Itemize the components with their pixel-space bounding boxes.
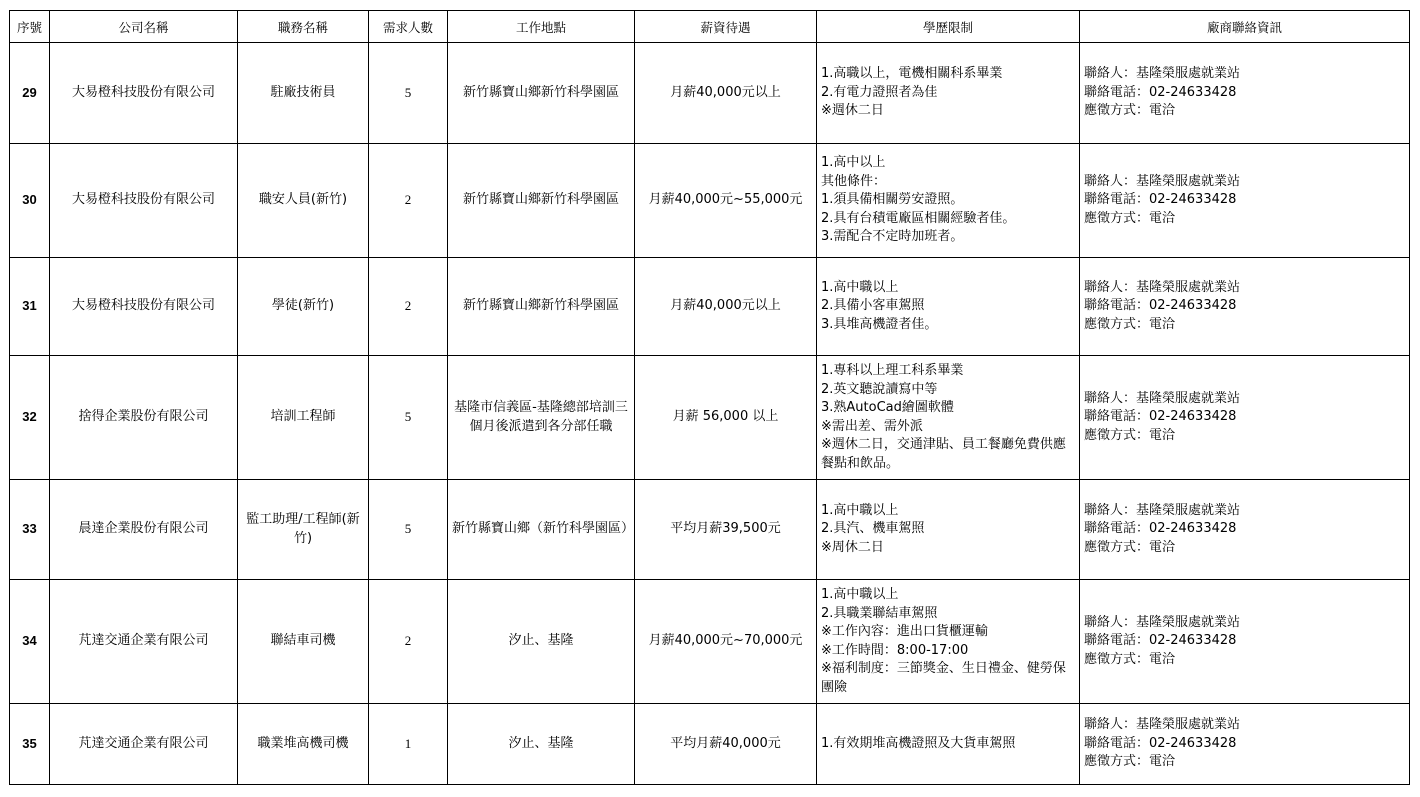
row-number: 33 (10, 480, 50, 580)
requirements-line: 1.有效期堆高機證照及大貨車駕照 (821, 735, 1016, 751)
requirements-cell (817, 356, 1080, 480)
requirements-line: 2.英文聽說讀寫中等 (821, 381, 938, 397)
contact-cell (1080, 480, 1410, 580)
requirements-line: 其他條件： (821, 173, 887, 189)
contact-line: 應徵方式：電洽 (1084, 651, 1176, 667)
requirements-line: 1.高中職以上 (821, 587, 899, 602)
job-title: 學徒(新竹) (238, 258, 369, 356)
salary: 月薪40,000元以上 (635, 258, 817, 356)
company-name: 芃達交通企業有限公司 (50, 704, 238, 785)
salary: 平均月薪39,500元 (635, 480, 817, 580)
row-number: 30 (10, 144, 50, 258)
table-row (10, 43, 1410, 144)
requirements-line: ※工作內容：進出口貨櫃運輸 (821, 624, 988, 639)
headcount: 2 (369, 580, 448, 704)
headcount: 1 (369, 704, 448, 785)
salary: 月薪40,000元~70,000元 (635, 580, 817, 704)
headcount: 5 (369, 480, 448, 580)
headcount: 5 (369, 356, 448, 480)
contact-line: 聯絡電話：02-24633428 (1084, 521, 1237, 537)
header-company: 公司名稱 (50, 11, 238, 43)
job-title: 職安人員(新竹) (238, 144, 369, 258)
contact-line: 應徵方式：電洽 (1084, 427, 1176, 443)
requirements-line: 2.具備小客車駕照 (821, 298, 925, 314)
header-contact: 廠商聯絡資訊 (1080, 11, 1410, 43)
company-name: 大易橙科技股份有限公司 (50, 258, 238, 356)
requirements-line: 2.有電力證照者為佳 (821, 84, 938, 100)
job-title: 駐廠技術員 (238, 43, 369, 144)
contact-line: 聯絡人：基隆榮服處就業站 (1084, 502, 1241, 518)
contact-line: 聯絡人：基隆榮服處就業站 (1084, 66, 1241, 82)
requirements-line: 1.高中以上 (821, 155, 886, 171)
contact-line: 應徵方式：電洽 (1084, 316, 1176, 332)
row-number: 34 (10, 580, 50, 704)
salary: 月薪 56,000 以上 (635, 356, 817, 480)
requirements-cell (817, 480, 1080, 580)
job-title: 培訓工程師 (238, 356, 369, 480)
requirements-cell (817, 144, 1080, 258)
table-row (10, 144, 1410, 258)
requirements-line: ※需出差、需外派 (821, 418, 923, 434)
job-title: 職業堆高機司機 (238, 704, 369, 785)
company-name: 大易橙科技股份有限公司 (50, 43, 238, 144)
job-listing-table (9, 10, 1410, 785)
work-location: 汐止、基隆 (448, 580, 635, 704)
contact-cell (1080, 704, 1410, 785)
contact-line: 聯絡電話：02-24633428 (1084, 633, 1237, 649)
contact-line: 聯絡電話：02-24633428 (1084, 192, 1237, 208)
requirements-cell (817, 580, 1080, 704)
requirements-line: 3.具堆高機證者佳。 (821, 316, 938, 332)
table-row (10, 258, 1410, 356)
requirements-line: ※週休二日 (821, 103, 884, 119)
header-row (10, 11, 1410, 43)
work-location: 新竹縣寶山鄉新竹科學園區 (448, 258, 635, 356)
requirements-line: ※周休二日 (821, 539, 884, 555)
contact-cell (1080, 144, 1410, 258)
header-salary: 薪資待遇 (635, 11, 817, 43)
contact-cell (1080, 258, 1410, 356)
requirements-line: ※工作時間：8:00-17:00 (821, 642, 969, 658)
contact-line: 聯絡電話：02-24633428 (1084, 409, 1237, 425)
header-requirements: 學歷限制 (817, 11, 1080, 43)
row-number: 29 (10, 43, 50, 144)
contact-line: 應徵方式：電洽 (1084, 754, 1176, 770)
header-no: 序號 (10, 11, 50, 43)
header-location: 工作地點 (448, 11, 635, 43)
contact-line: 聯絡人：基隆榮服處就業站 (1084, 614, 1241, 630)
job-title: 監工助理/工程師(新竹) (238, 480, 369, 580)
requirements-line: ※福利制度：三節獎金、生日禮金、健勞保團險 (821, 661, 1066, 695)
contact-line: 聯絡人：基隆榮服處就業站 (1084, 173, 1241, 189)
contact-line: 聯絡電話：02-24633428 (1084, 84, 1237, 100)
requirements-line: ※週休二日，交通津貼、員工餐廳免費供應餐點和飲品。 (821, 437, 1066, 471)
header-headcount: 需求人數 (369, 11, 448, 43)
table-row (10, 704, 1410, 785)
company-name: 芃達交通企業有限公司 (50, 580, 238, 704)
contact-line: 聯絡電話：02-24633428 (1084, 298, 1237, 314)
requirements-line: 1.須具備相關勞安證照。 (821, 192, 964, 208)
work-location: 汐止、基隆 (448, 704, 635, 785)
requirements-cell (817, 704, 1080, 785)
requirements-line: 2.具有台積電廠區相關經驗者佳。 (821, 210, 1016, 226)
company-name: 大易橙科技股份有限公司 (50, 144, 238, 258)
row-number: 35 (10, 704, 50, 785)
table-row (10, 580, 1410, 704)
row-number: 31 (10, 258, 50, 356)
requirements-line: 1.高職以上，電機相關科系畢業 (821, 66, 1003, 82)
requirements-line: 2.具汽、機車駕照 (821, 521, 925, 537)
requirements-cell (817, 43, 1080, 144)
job-title: 聯結車司機 (238, 580, 369, 704)
contact-line: 應徵方式：電洽 (1084, 539, 1176, 555)
company-name: 捨得企業股份有限公司 (50, 356, 238, 480)
headcount: 5 (369, 43, 448, 144)
contact-line: 聯絡人：基隆榮服處就業站 (1084, 717, 1241, 733)
header-job-title: 職務名稱 (238, 11, 369, 43)
salary: 月薪40,000元以上 (635, 43, 817, 144)
contact-cell (1080, 43, 1410, 144)
work-location: 新竹縣寶山鄉（新竹科學園區） (448, 480, 635, 580)
headcount: 2 (369, 258, 448, 356)
table-row (10, 480, 1410, 580)
contact-line: 應徵方式：電洽 (1084, 210, 1176, 226)
requirements-line: 1.高中職以上 (821, 502, 899, 518)
contact-line: 聯絡人：基隆榮服處就業站 (1084, 390, 1241, 406)
requirements-line: 1.高中職以上 (821, 279, 899, 295)
work-location: 新竹縣寶山鄉新竹科學園區 (448, 144, 635, 258)
work-location: 基隆市信義區-基隆總部培訓三個月後派遣到各分部任職 (448, 356, 635, 480)
requirements-line: 3.熟AutoCad繪圖軟體 (821, 400, 954, 415)
requirements-line: 1.專科以上理工科系畢業 (821, 363, 964, 378)
contact-cell (1080, 580, 1410, 704)
requirements-line: 3.需配合不定時加班者。 (821, 229, 964, 245)
requirements-line: 2.具職業聯結車駕照 (821, 605, 938, 621)
requirements-cell (817, 258, 1080, 356)
contact-line: 應徵方式：電洽 (1084, 103, 1176, 119)
table-header (10, 11, 1410, 43)
headcount: 2 (369, 144, 448, 258)
contact-line: 聯絡電話：02-24633428 (1084, 735, 1237, 751)
contact-cell (1080, 356, 1410, 480)
contact-line: 聯絡人：基隆榮服處就業站 (1084, 279, 1241, 295)
row-number: 32 (10, 356, 50, 480)
salary: 平均月薪40,000元 (635, 704, 817, 785)
work-location: 新竹縣寶山鄉新竹科學園區 (448, 43, 635, 144)
company-name: 晨達企業股份有限公司 (50, 480, 238, 580)
table-row (10, 356, 1410, 480)
salary: 月薪40,000元~55,000元 (635, 144, 817, 258)
table-body (10, 43, 1410, 785)
